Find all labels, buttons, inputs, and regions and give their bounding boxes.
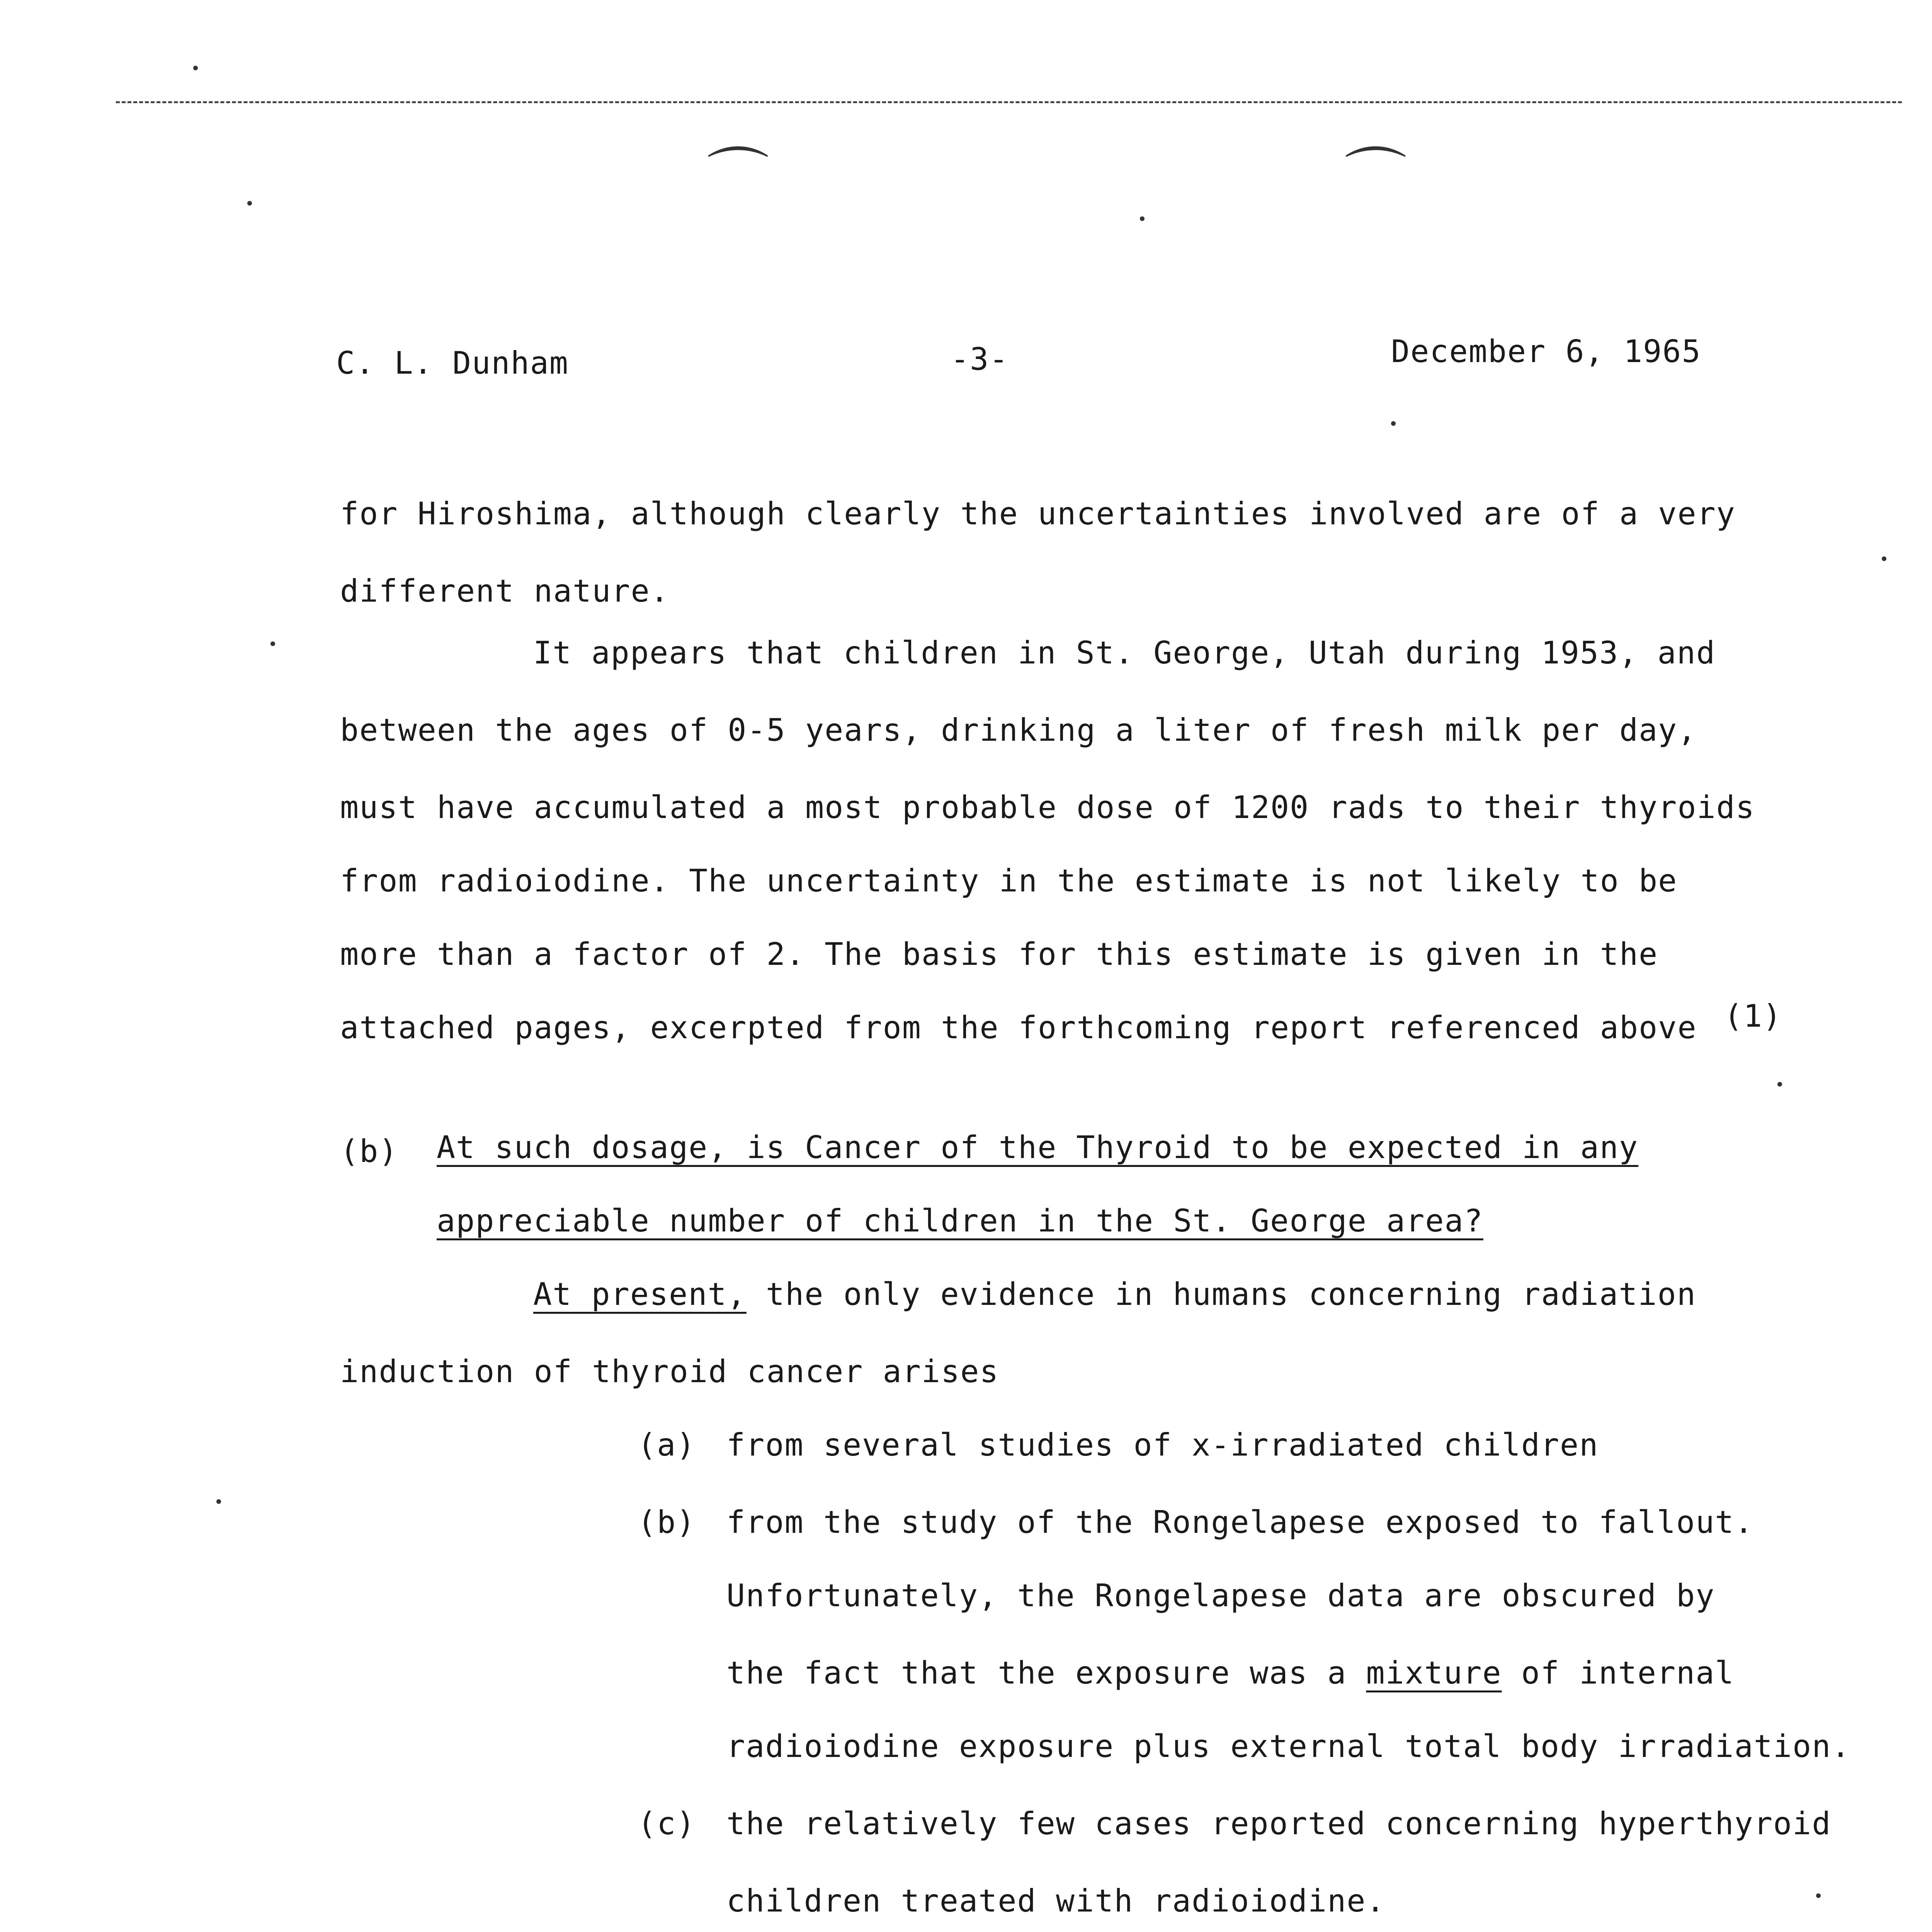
speck — [1816, 1893, 1821, 1898]
intro-line-1: for Hiroshima, although clearly the uncertainties involved are of a very — [340, 496, 1736, 532]
scan-mark-right: ⌒ — [1345, 141, 1407, 213]
dose-line-6 — [340, 998, 1782, 1046]
question-marker: (b) — [340, 1133, 398, 1169]
speck — [1777, 1082, 1782, 1087]
item-a-line-1: from several studies of x-irradiated children — [726, 1427, 1599, 1463]
speck — [193, 66, 198, 70]
mixture-emphasis: mixture — [1366, 1655, 1502, 1691]
top-rule — [116, 101, 1902, 103]
item-b-line-1: from the study of the Rongelapese exposed to fallout. — [726, 1504, 1754, 1540]
page-number: -3- — [951, 341, 1009, 377]
item-b-line-3 — [726, 1655, 1735, 1691]
item-c-marker: (c) — [638, 1806, 696, 1842]
at-present-emphasis: At present, — [533, 1276, 747, 1312]
speck — [270, 641, 275, 646]
item-a-marker: (a) — [638, 1427, 696, 1463]
recipient-name: C. L. Dunham — [336, 345, 569, 381]
speck — [1391, 421, 1396, 426]
evidence-line-1 — [533, 1276, 1696, 1312]
question-line-1: At such dosage, is Cancer of the Thyroid to be expected in any — [437, 1129, 1639, 1165]
item-b-line-4: radioiodine exposure plus external total body irradiation. — [726, 1728, 1851, 1764]
dose-line-6-text: attached pages, excerpted from the forthcoming report referenced above — [340, 1010, 1697, 1046]
item-b-line-3-text: the fact that the exposure was a mixture of internal — [726, 1655, 1735, 1691]
speck — [247, 201, 252, 206]
item-b-marker: (b) — [638, 1504, 696, 1540]
item-c-line-2: children treated with radioiodine. — [726, 1883, 1386, 1919]
speck — [1882, 556, 1886, 561]
item-c-line-1: the relatively few cases reported concerning hyperthyroid — [726, 1806, 1832, 1842]
question-line-2: appreciable number of children in the St. George area? — [437, 1203, 1483, 1239]
dose-line-4: from radioiodine. The uncertainty in the estimate is not likely to be — [340, 863, 1678, 899]
dose-line-1: It appears that children in St. George, Utah during 1953, and — [533, 635, 1716, 671]
dose-line-3: must have accumulated a most probable dose of 1200 rads to their thyroids — [340, 789, 1755, 825]
footnote-ref: (1) — [1724, 998, 1782, 1034]
letter-date: December 6, 1965 — [1391, 333, 1701, 369]
speck — [216, 1499, 221, 1504]
dose-line-2: between the ages of 0-5 years, drinking a liter of fresh milk per day, — [340, 712, 1697, 748]
item-b-line-2: Unfortunately, the Rongelapese data are obscured by — [726, 1578, 1715, 1614]
dose-line-5: more than a factor of 2. The basis for this estimate is given in the — [340, 936, 1658, 972]
speck — [1140, 216, 1145, 221]
intro-line-2: different nature. — [340, 573, 670, 609]
evidence-line-2: induction of thyroid cancer arises — [340, 1354, 999, 1389]
evidence-line-1-rest: the only evidence in humans concerning radiation — [746, 1276, 1696, 1312]
scan-mark-left: ⌒ — [707, 141, 769, 213]
